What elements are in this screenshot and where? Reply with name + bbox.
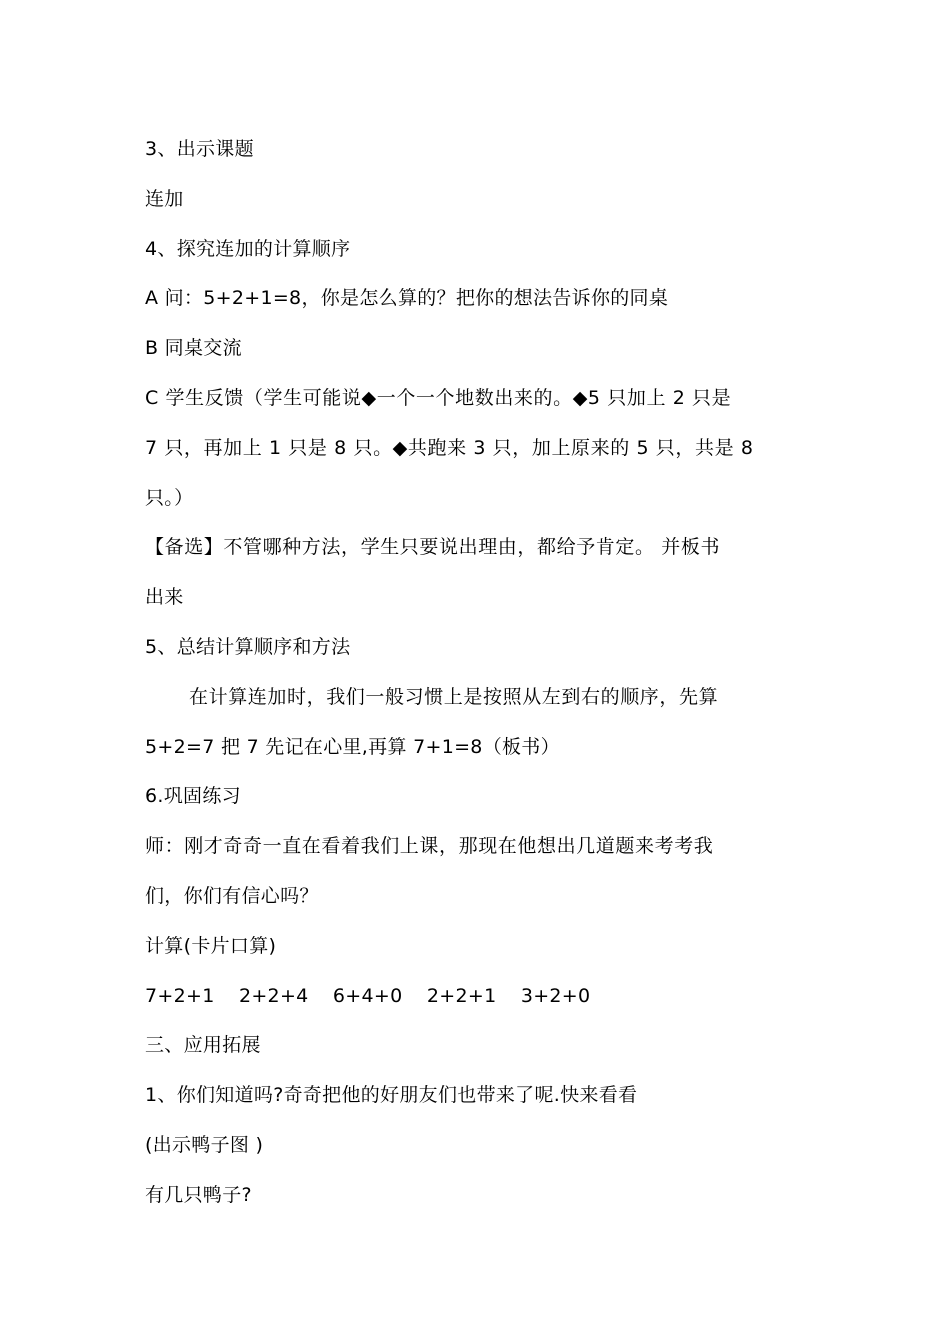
extension-line-3: 有几只鸭子? [145,1183,252,1206]
section-heading-5: 5、总结计算顺序和方法 [145,635,351,658]
feedback-c-line-3: 只。） [145,486,194,509]
summary-line-1: 在计算连加时，我们一般习惯上是按照从左到右的顺序，先算 [189,685,719,708]
feedback-c-line-2: 7 只，再加上 1 只是 8 只。◆共跑来 3 只，加上原来的 5 只，共是 8 [145,436,754,459]
teacher-line-1: 师：刚才奇奇一直在看着我们上课，那现在他想出几道题来考考我 [145,835,714,858]
calculation-problems [145,972,815,1022]
extension-line-1: 1、你们知道吗?奇奇把他的好朋友们也带来了呢.快来看看 [145,1084,638,1107]
optional-note-line-2: 出来 [145,586,184,609]
summary-line-2: 5+2=7 把 7 先记在心里,再算 7+1=8（板书） [145,735,560,758]
lesson-title: 连加 [145,187,184,210]
problem-5: 3+2+0 [520,984,591,1007]
step-b: B 同桌交流 [145,337,242,360]
problem-3: 6+4+0 [332,984,403,1007]
section-heading-6: 6.巩固练习 [145,785,241,808]
document-body [145,125,815,1221]
section-heading-4: 4、探究连加的计算顺序 [145,237,351,260]
problem-1: 7+2+1 [145,984,215,1007]
extension-line-2: (出示鸭子图 ) [145,1133,264,1156]
feedback-c-line-1: C 学生反馈（学生可能说◆一个一个地数出来的。◆5 只加上 2 只是 [145,386,732,409]
calculation-heading: 计算(卡片口算) [145,934,277,957]
teacher-line-2: 们，你们有信心吗？ [145,884,319,907]
section-heading-3: 3、出示课题 [145,138,254,160]
problem-4: 2+2+1 [426,984,497,1007]
section-heading-three: 三、应用拓展 [145,1034,261,1057]
optional-note-line-1: 【备选】不管哪种方法，学生只要说出理由，都给予肯定。 并板书 [145,536,721,559]
problem-2: 2+2+4 [238,984,309,1007]
question-a: A 问：5+2+1=8，你是怎么算的？把你的想法告诉你的同桌 [145,287,669,310]
